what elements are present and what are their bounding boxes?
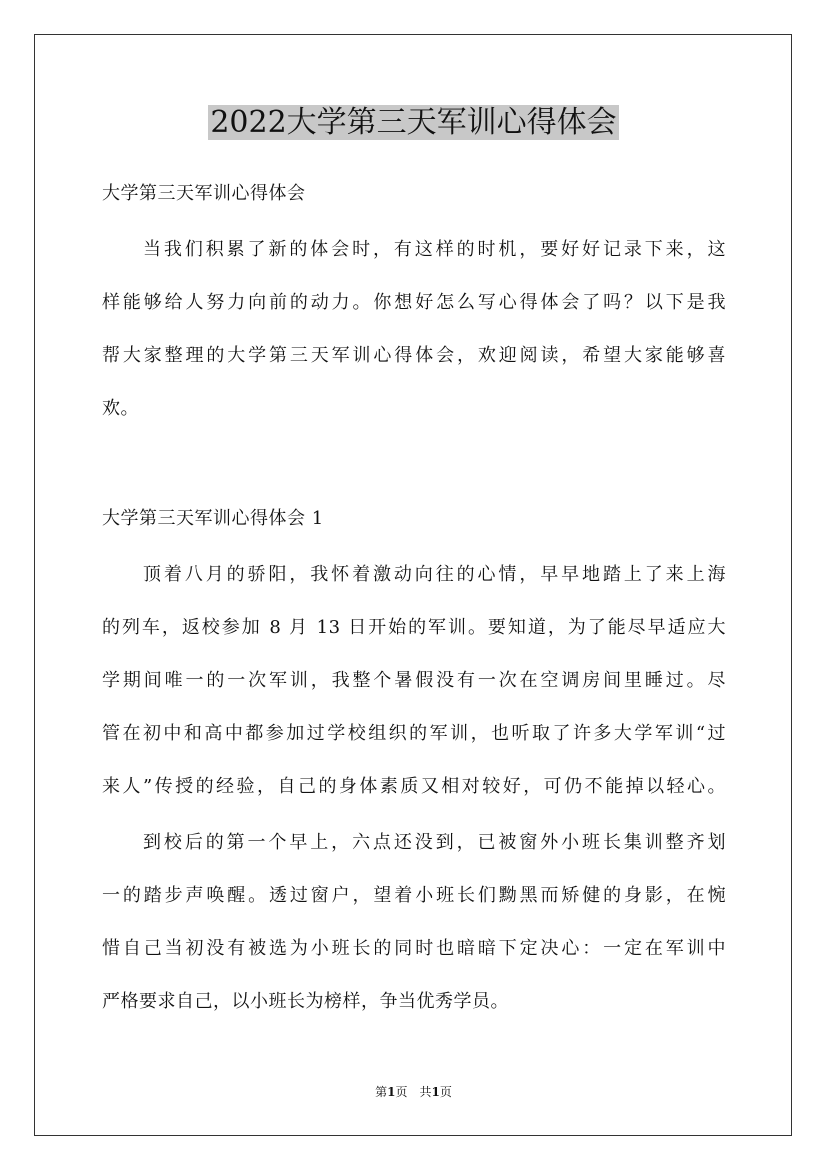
paragraph-line: 严格要求自己，以小班长为榜样，争当优秀学员。	[102, 991, 509, 1012]
footer-mid: 页 共	[395, 1085, 432, 1099]
page-total: 1	[431, 1085, 440, 1099]
paragraph-line: 一的踏步声唤醒。透过窗户，望着小班长们黝黑而矫健的身影，在惋	[102, 885, 726, 906]
page-number: 1	[387, 1085, 396, 1099]
paragraph-line: 学期间唯一的一次军训，我整个暑假没有一次在空调房间里睡过。尽	[102, 670, 726, 691]
paragraph-line: 来人”传授的经验，自己的身体素质又相对较好，可仍不能掉以轻心。	[102, 776, 726, 797]
page-footer	[0, 1084, 827, 1100]
footer-prefix: 第	[375, 1085, 388, 1099]
paragraph-line: 顶着八月的骄阳，我怀着激动向往的心情，早早地踏上了来上海	[143, 564, 726, 585]
paragraph-line: 到校后的第一个早上，六点还没到，已被窗外小班长集训整齐划	[143, 832, 726, 853]
paragraph-line: 惜自己当初没有被选为小班长的同时也暗暗下定决心：一定在军训中	[102, 938, 726, 959]
paragraph-line: 当我们积累了新的体会时，有这样的时机，要好好记录下来，这	[143, 239, 726, 260]
document-title: 2022大学第三天军训心得体会	[210, 105, 617, 140]
section-heading: 大学第三天军训心得体会 1	[102, 508, 324, 529]
paragraph-line: 管在初中和高中都参加过学校组织的军训，也听取了许多大学军训“过	[102, 723, 726, 744]
paragraph-line: 帮大家整理的大学第三天军训心得体会，欢迎阅读，希望大家能够喜	[102, 345, 726, 366]
paragraph-line: 样能够给人努力向前的动力。你想好怎么写心得体会了吗？以下是我	[102, 292, 726, 313]
footer-suffix: 页	[439, 1085, 452, 1099]
section-heading: 大学第三天军训心得体会	[102, 183, 306, 204]
paragraph-line: 欢。	[102, 398, 139, 419]
paragraph-line: 的列车，返校参加 8 月 13 日开始的军训。要知道，为了能尽早适应大	[102, 617, 726, 638]
